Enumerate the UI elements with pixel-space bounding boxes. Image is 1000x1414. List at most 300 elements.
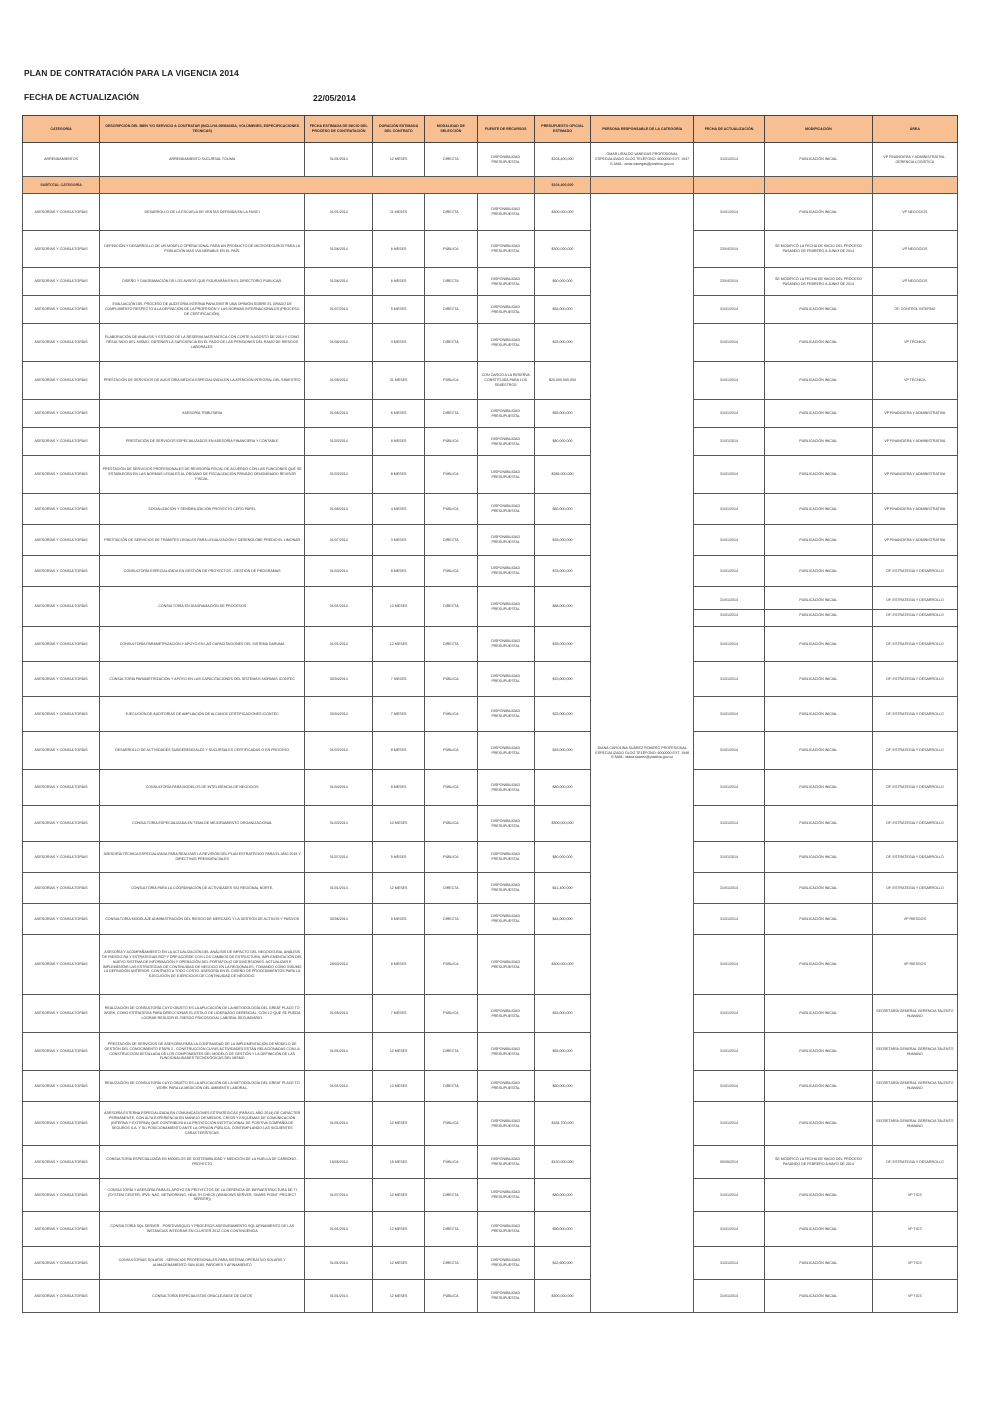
cell-presupuesto: $300,000,000: [534, 806, 591, 842]
header-area: ÁREA: [872, 116, 957, 143]
cell-modalidad: PÚBLICA: [424, 842, 477, 873]
cell-categoria: ASESORÍAS Y CONSULTORÍAS: [23, 525, 100, 556]
cell-modificacion: PUBLICACIÓN INICIAL: [765, 556, 873, 587]
table-header-row: [23, 116, 958, 143]
cell-area: OF. ESTRATEGIA Y DESARROLLO: [872, 662, 957, 697]
cell-fecha-actualizacion: 31/01/2014: [693, 904, 764, 935]
cell-modalidad: PÚBLICA: [424, 494, 477, 525]
table-row: [23, 1247, 958, 1280]
cell-duracion: 6 MESES: [373, 231, 425, 268]
cell-fuente: DISPONIBILIDAD PRESUPUESTAL: [477, 697, 534, 732]
cell-presupuesto: $54,000,000: [534, 296, 591, 324]
cell-presupuesto: $80,000,000: [534, 842, 591, 873]
cell-modalidad: DIRECTA: [424, 1033, 477, 1071]
cell-modalidad: DIRECTA: [424, 525, 477, 556]
cell-fuente: DISPONIBILIDAD PRESUPUESTAL: [477, 556, 534, 587]
cell-modificacion: PUBLICACIÓN INICIAL: [765, 143, 873, 177]
cell-fecha-actualizacion: 31/01/2014: [693, 1071, 764, 1102]
header-categoria: CATEGORÍA: [23, 116, 100, 143]
cell-fuente: DISPONIBILIDAD PRESUPUESTAL: [477, 268, 534, 296]
table-row: [23, 842, 958, 873]
cell-duracion: 5 MESES: [373, 904, 425, 935]
cell-fuente: DISPONIBILIDAD PRESUPUESTAL: [477, 494, 534, 525]
cell-descripcion: ARRENDAMIENTO SUCURSAL TOLIMA: [100, 143, 305, 177]
cell-modalidad: PÚBLICA: [424, 231, 477, 268]
cell-area: OF. ESTRATEGIA Y DESARROLLO: [872, 556, 957, 587]
cell-modificacion: PUBLICACIÓN INICIAL: [765, 732, 873, 770]
cell-fecha-actualizacion: 31/01/2014: [693, 324, 764, 362]
cell-fecha-inicio: 30/06/2014: [305, 904, 373, 935]
cell-duracion: 7 MESES: [373, 995, 425, 1033]
cell-modificacion: PUBLICACIÓN INICIAL: [765, 627, 873, 662]
cell-duracion: 31 MESES: [373, 362, 425, 400]
cell-modalidad: DIRECTA: [424, 873, 477, 904]
table-row: [23, 494, 958, 525]
header-responsable: PERSONA RESPONSABLE DE LA CATEGORÍA: [591, 116, 694, 143]
cell-duracion: 12 MESES: [373, 1071, 425, 1102]
cell-fuente: DISPONIBILIDAD PRESUPUESTAL: [477, 1179, 534, 1212]
table-row: [23, 1212, 958, 1247]
cell-descripcion: PRESTACIÓN DE SERVICIOS ESPECIALIZADOS EN ASESORÍA FINANCIERA Y CONTABLE: [100, 428, 305, 456]
cell-fecha-inicio: 28/03/2014: [305, 935, 373, 995]
table-row: [23, 873, 958, 904]
cell-fecha-actualizacion: 31/01/2014: [693, 1033, 764, 1071]
cell-modalidad: DIRECTA: [424, 400, 477, 428]
header-modalidad: MODALIDAD DE SELECCIÓN: [424, 116, 477, 143]
cell-fecha-actualizacion: 31/01/2014: [693, 428, 764, 456]
table-row: [23, 231, 958, 268]
cell-fuente: DISPONIBILIDAD PRESUPUESTAL: [477, 806, 534, 842]
cell-modificacion: PUBLICACIÓN INICIAL: [765, 873, 873, 904]
header-descripcion: DESCRIPCIÓN DEL BIEN Y/O SERVICIO A CONTRATAR (INCLUYA DEMANDA, VOLÚMENES, ESPECIFICACIONES TÉCNICAS): [100, 116, 305, 143]
header-modificacion: MODIFICACIÓN: [765, 116, 873, 143]
cell-descripcion: CONSULTORÍA SQL SERVER - POSITIVASQL01 Y PROCESOS ASEGURAMIENTO SQL AFINAMIENTO DE LAS INSTANCIAS INTEGRAR EN CLUSTER 2012 CON CONTINGENCIA: [100, 1212, 305, 1247]
cell-modalidad: DIRECTA: [424, 268, 477, 296]
cell-presupuesto: $25,000,000: [534, 324, 591, 362]
cell-categoria: ASESORÍAS Y CONSULTORÍAS: [23, 428, 100, 456]
cell-fecha-actualizacion: 31/01/2014: [693, 296, 764, 324]
table-row: [23, 732, 958, 770]
cell-area: OF. ESTRATEGIA Y DESARROLLO: [872, 697, 957, 732]
cell-presupuesto: $45,000,000: [534, 995, 591, 1033]
cell-modificacion: PUBLICACIÓN INICIAL: [765, 806, 873, 842]
cell-modalidad: DIRECTA: [424, 324, 477, 362]
cell-modalidad: PÚBLICA: [424, 362, 477, 400]
cell-descripcion: CONSULTORÍA Y ASESORÍA PARA EL APOYO EN PROYECTOS DE LA GERENCIA DE INFRAESTRUCTURA DE TI (SYSTEM CENTER, IPV6, NAC, NETWORKING, HEALTH CHECK (WINDOWS SERVER, SHARE POINT, PROJECT SERVER)): [100, 1179, 305, 1212]
cell-fuente: DISPONIBILIDAD PRESUPUESTAL: [477, 873, 534, 904]
cell-categoria: ASESORÍAS Y CONSULTORÍAS: [23, 324, 100, 362]
table-row: [23, 456, 958, 494]
cell-categoria: ASESORÍAS Y CONSULTORÍAS: [23, 806, 100, 842]
cell-modificacion: PUBLICACIÓN INICIAL: [765, 400, 873, 428]
cell-modalidad: DIRECTA: [424, 143, 477, 177]
cell-area: VP NEGOCIOS: [872, 194, 957, 231]
cell-descripcion: ASESORÍA TÉCNICA ESPECIALIZADA PARA REALIZAR LA REVISIÓN DEL PLAN ESTRATÉGICO PARA EL AÑO 2015 Y DIRECTIVAS PRESIDENCIALES: [100, 842, 305, 873]
cell-fecha-inicio: 01/06/2014: [305, 400, 373, 428]
cell-modificacion: PUBLICACIÓN INICIAL: [765, 935, 873, 995]
cell-presupuesto: $300,000,000: [534, 194, 591, 231]
cell-fecha-actualizacion: 31/01/2014: [693, 697, 764, 732]
cell-categoria: ASESORÍAS Y CONSULTORÍAS: [23, 935, 100, 995]
cell-area: OF. ESTRATEGIA Y DESARROLLO: [872, 627, 957, 662]
cell-duracion: 15 MESES: [373, 1146, 425, 1179]
cell-descripcion: ASESORÍA TRIBUTARIA: [100, 400, 305, 428]
cell-modificacion-line: PUBLICACIÓN INICIAL: [765, 609, 872, 621]
cell-categoria: ASESORÍAS Y CONSULTORÍAS: [23, 697, 100, 732]
cell-modalidad: PÚBLICA: [424, 935, 477, 995]
cell-modalidad: PÚBLICA: [424, 806, 477, 842]
cell-fecha-inicio: 01/08/2014: [305, 324, 373, 362]
cell-modificacion: PUBLICACIÓN INICIAL: [765, 1033, 873, 1071]
cell-area: VP FINANCIERA Y ADMINISTRATIVA: [872, 428, 957, 456]
cell-duracion: 8 MESES: [373, 456, 425, 494]
cell-fecha-actualizacion: 31/01/2014: [693, 842, 764, 873]
cell-duracion: 12 MESES: [373, 627, 425, 662]
cell-presupuesto: $55,000,000: [534, 1033, 591, 1071]
cell-modalidad: DIRECTA: [424, 194, 477, 231]
cell-fecha-actualizacion: 23/04/2014: [693, 268, 764, 296]
cell-duracion: 6 MESES: [373, 400, 425, 428]
cell-fuente: DISPONIBILIDAD PRESUPUESTAL: [477, 627, 534, 662]
cell-presupuesto: $80,000,000: [534, 770, 591, 806]
cell-fecha-actualizacion: 31/01/2014: [693, 362, 764, 400]
cell-modalidad: PÚBLICA: [424, 1280, 477, 1313]
cell-categoria: ASESORÍAS Y CONSULTORÍAS: [23, 587, 100, 627]
cell-presupuesto: $300,000,000: [534, 935, 591, 995]
subtotal-empty: [591, 177, 694, 194]
cell-area: VP FINANCIERA Y ADMINISTRATIVA: [872, 400, 957, 428]
cell-descripcion: EVALUACIÓN DEL PROCESO DE AUDITORÍA INTERNA PARA EMITIR UNA OPINIÓN SOBRE EL GRADO DE CUMPLIMIENTO RESPECTO A LA DEFINICIÓN DE LA PROFESIÓN Y LAS NORMAS INTERNACIONALES (PROCESO DE CERTIFICACIÓN).: [100, 296, 305, 324]
cell-modalidad: PÚBLICA: [424, 556, 477, 587]
cell-area: OF. ESTRATEGIA Y DESARROLLO: [872, 732, 957, 770]
cell-fecha-inicio: 01/05/2014: [305, 362, 373, 400]
cell-categoria: ASESORÍAS Y CONSULTORÍAS: [23, 231, 100, 268]
cell-modificacion: PUBLICACIÓN INICIAL: [765, 697, 873, 732]
cell-fecha-inicio: 01/06/2014: [305, 231, 373, 268]
cell-categoria: ASESORÍAS Y CONSULTORÍAS: [23, 1212, 100, 1247]
subtotal-empty: [872, 177, 957, 194]
cell-descripcion: CONSULTORÍA PARA LA COORDINACIÓN DE ACTIVIDADES SIG REGIONAL NORTE.: [100, 873, 305, 904]
cell-descripcion: DESARROLLO DE LA ESCUELA DE VENTAS DEFINIDA EN LA FASE I: [100, 194, 305, 231]
cell-area: VP TÉCNICA: [872, 324, 957, 362]
cell-modalidad: PÚBLICA: [424, 770, 477, 806]
table-row: [23, 1280, 958, 1313]
cell-modalidad: DIRECTA: [424, 1212, 477, 1247]
table-row: [23, 525, 958, 556]
cell-modificacion: PUBLICACIÓN INICIAL: [765, 296, 873, 324]
cell-duracion: 4 MESES: [373, 494, 425, 525]
cell-area: OF. ESTRATEGIA Y DESARROLLO: [872, 1146, 957, 1179]
table-row: [23, 324, 958, 362]
cell-fecha-inicio: 01/01/2014: [305, 1033, 373, 1071]
cell-modificacion: PUBLICACIÓN INICIAL: [765, 1247, 873, 1280]
cell-presupuesto: $60,000,000: [534, 268, 591, 296]
cell-fuente: DISPONIBILIDAD PRESUPUESTAL: [477, 231, 534, 268]
cell-fecha-actualizacion: 09/05/2014: [693, 1146, 764, 1179]
cell-area: VP TICS: [872, 1179, 957, 1212]
cell-fecha-actualizacion: 31/01/2014: [693, 995, 764, 1033]
cell-categoria: ASESORÍAS Y CONSULTORÍAS: [23, 494, 100, 525]
cell-descripcion: CONSULTORÍA PARA MODELOS DE INTELIGENCIA DE NEGOCIOS: [100, 770, 305, 806]
cell-presupuesto: $80,000,000: [534, 428, 591, 456]
cell-presupuesto: $300,000,000: [534, 1280, 591, 1313]
cell-categoria: ASESORÍAS Y CONSULTORÍAS: [23, 1146, 100, 1179]
cell-duracion: 8 MESES: [373, 556, 425, 587]
cell-fecha-inicio: 01/07/2014: [305, 525, 373, 556]
cell-modalidad: PÚBLICA: [424, 662, 477, 697]
cell-area-line: OF. ESTRATEGIA Y DESARROLLO: [873, 609, 957, 621]
cell-categoria: ASESORÍAS Y CONSULTORÍAS: [23, 995, 100, 1033]
cell-descripcion: CONSULTORÍA ESPECIALIZADA EN MODELOS DE SOSTENIBILIDAD Y MEDICIÓN DE LA HUELLA DE CARBONO - PROYECTO: [100, 1146, 305, 1179]
cell-area: VP FINANCIERA Y ADMINISTRATIVA: [872, 525, 957, 556]
cell-descripcion: PRESTACIÓN DE SERVICIOS DE AUDITORÍA MÉDICA ESPECIALIZADA EN LA ATENCIÓN INTEGRAL DEL SINIESTRO: [100, 362, 305, 400]
cell-descripcion: CONSULTORÍA PARAMETRIZACIÓN Y APOYO EN LAS CAPACITACIONES DEL SISTEMA DARUMA: [100, 627, 305, 662]
cell-modalidad: DIRECTA: [424, 296, 477, 324]
cell-categoria: ASESORÍAS Y CONSULTORÍAS: [23, 662, 100, 697]
cell-area: VP NEGOCIOS: [872, 231, 957, 268]
cell-fuente: DISPONIBILIDAD PRESUPUESTAL: [477, 428, 534, 456]
cell-fecha-actualizacion: 31/01/2014: [693, 770, 764, 806]
cell-area: VP TÉCNICA: [872, 362, 957, 400]
cell-fuente: DISPONIBILIDAD PRESUPUESTAL: [477, 525, 534, 556]
cell-modalidad: DIRECTA: [424, 1071, 477, 1102]
cell-fuente: DISPONIBILIDAD PRESUPUESTAL: [477, 1280, 534, 1313]
cell-presupuesto: $300,000,000: [534, 231, 591, 268]
subtotal-value: $104,400,000: [534, 177, 591, 194]
cell-duracion: 3 MESES: [373, 525, 425, 556]
cell-fecha-actualizacion: 31/01/2014: [693, 1212, 764, 1247]
cell-presupuesto: $184,700,000: [534, 1102, 591, 1146]
cell-categoria: ASESORÍAS Y CONSULTORÍAS: [23, 194, 100, 231]
table-row: [23, 627, 958, 662]
cell-descripcion: ASESORÍA Y ACOMPAÑAMIENTO EN LA ACTUALIZACIÓN DEL ANÁLISIS DE IMPACTO DEL NEGOCIO-BIA, ANÁLISIS DE RIESGO-RA Y ESTRATEGIAS BCP Y DRP ACORDE CON LOS CAMBIOS DE ESTRUCTURA, IMPLEMENTACIÓN DEL NUEVO SISTEMA DE INFORMACIÓN Y OPERACIÓN DEL PORTAFOLIO DE INVERSIONES. ACTUALIZAR E IMPLEMENTAR LAS ESTRATEGIAS DE CONTINUIDAD DE NEGOCIO EN LA REGIONALES, TOMANDO COMO INSUMO LA DEFINICIÓN ANTERIOR. CONTRATO A TODO COSTO. ASESORÍA EN EL DISEÑO DE PROCEDIMIENTOS PARA LA EJECUCIÓN DE EJERCICIOS DE CONTINUIDAD DE NEGOCIO.: [100, 935, 305, 995]
cell-presupuesto: $104,400,000: [534, 143, 591, 177]
cell-modalidad: PÚBLICA: [424, 732, 477, 770]
header-fuente: FUENTE DE RECURSOS: [477, 116, 534, 143]
cell-modificacion: PUBLICACIÓN INICIAL: [765, 194, 873, 231]
table-row: [23, 1102, 958, 1146]
cell-categoria: ASESORÍAS Y CONSULTORÍAS: [23, 1247, 100, 1280]
cell-area: VP FINANCIERA Y ADMINISTRATIVA - GERENCIA LOGÍSTICA: [872, 143, 957, 177]
table-row: [23, 143, 958, 177]
cell-modalidad: DIRECTA: [424, 904, 477, 935]
cell-descripcion: ASESORÍA EXTERNA ESPECIALIZADA EN COMUNICACIONES ESTRATÉGICAS (PARA EL AÑO 2014) DE CARÁCTER PERMANENTE, CON ALTA EXPERIENCIA EN MANEJO DE MEDIOS, CRISIS Y ESQUEMAS DE COMUNICACIÓN (INTERNA Y EXTERNA) QUE CONTRIBUYA A LA PROYECCIÓN INSTITUCIONAL DE POSITIVA COMPAÑÍA DE SEGUROS S.A. Y SU POSICIONAMIENTO ANTE LA OPINIÓN PÚBLICA, CONTEMPLANDO LAS SIGUIENTES CARACTERÍSTICAS:: [100, 1102, 305, 1146]
header-fecha-actualizacion: FECHA DE ACTUALIZACIÓN: [693, 116, 764, 143]
cell-descripcion: PRESTACIÓN DE SERVICIOS DE TRÁMITES LEGALES PARA LEGALIZACIÓN Y DESENGLOBE PREDIO EL LIMONAR: [100, 525, 305, 556]
cell-duracion: 8 MESES: [373, 935, 425, 995]
table-row: [23, 1033, 958, 1071]
cell-duracion: 6 MESES: [373, 268, 425, 296]
cell-modalidad: DIRECTA: [424, 587, 477, 627]
table-row: [23, 556, 958, 587]
cell-fecha-inicio: 01/01/2014: [305, 587, 373, 627]
cell-presupuesto: $20,000,000,000: [534, 362, 591, 400]
cell-area: SECRETARÍA GENERAL GERENCIA TALENTO HUMANO: [872, 1071, 957, 1102]
cell-fecha-inicio: 01/06/2014: [305, 268, 373, 296]
cell-fecha-inicio: 01/01/2014: [305, 873, 373, 904]
table-row: [23, 697, 958, 732]
cell-fuente: DISPONIBILIDAD PRESUPUESTAL: [477, 1247, 534, 1280]
cell-area: VP NEGOCIOS: [872, 268, 957, 296]
cell-descripcion: CONSULTORÍA MODELAJE ADMINISTRACIÓN DEL RIESGO DE MERCADO Y LA GESTIÓN DE ACTIVOS Y PASIVOS: [100, 904, 305, 935]
cell-fecha-actualizacion: 31/01/2014: [693, 873, 764, 904]
cell-fecha-actualizacion: 31/01/2014: [693, 627, 764, 662]
update-date-label: FECHA DE ACTUALIZACIÓN: [24, 92, 140, 102]
table-row: [23, 1146, 958, 1179]
cell-presupuesto: $78,000,000: [534, 556, 591, 587]
cell-descripcion: DEFINICIÓN Y DESARROLLO DE UN MODELO OPERACIONAL PARA UN PRODUCTO DE MICROSEGUROS PARA LA POBLACIÓN MÁS VULNERABLE EN EL PAÍS.: [100, 231, 305, 268]
cell-fuente: DISPONIBILIDAD PRESUPUESTAL: [477, 1071, 534, 1102]
cell-fecha-inicio: 01/04/2014: [305, 770, 373, 806]
cell-fecha-actualizacion: 31/01/2014: [693, 456, 764, 494]
cell-descripcion: ELABORACIÓN DE ANÁLISIS Y ESTUDIO DE LA RESERVA MATEMÁTICA CON CORTE A AGOSTO DE 2014 Y COMO RESULTADO DEL MISMO, OBTENER LA SUFICIENCIA EN EL PAGO DE LAS PENSIONES DEL RAMO DE RIESGOS LABORALES.: [100, 324, 305, 362]
cell-modificacion: PUBLICACIÓN INICIAL: [765, 1212, 873, 1247]
cell-modificacion: SE MODIFICÓ LA FECHA DE INICIO DEL PROCESO PASANDO DE FEBRERO A MAYO DE 2014: [765, 1146, 873, 1179]
cell-categoria: ASESORÍAS Y CONSULTORÍAS: [23, 770, 100, 806]
cell-categoria: ASESORÍAS Y CONSULTORÍAS: [23, 904, 100, 935]
subtotal-label: SUBTOTAL CATEGORÍA: [23, 177, 100, 194]
cell-fecha-actualizacion: 31/01/2014: [693, 1280, 764, 1313]
cell-presupuesto: $42,600,000: [534, 1247, 591, 1280]
cell-duracion: 5 MESES: [373, 296, 425, 324]
cell-fuente: CON CARGO A LA RESERVA CONSTITUIDA PARA LOS SINIESTROS: [477, 362, 534, 400]
cell-fecha-inicio: 01/03/2014: [305, 806, 373, 842]
cell-responsable: OMAR URALDO VANEGAS PROFESIONAL ESPECIALIZADO GLOG TELÉFONO: 6000000 EXT. 1947 E-MAIL: omar.vanegas@positiva.gov.co: [591, 143, 694, 177]
cell-duracion: 7 MESES: [373, 662, 425, 697]
cell-descripcion: PRESTACIÓN DE SERVICIOS PROFESIONALES DE REVISORÍA FISCAL DE ACUERDO CON LAS FUNCIONES QUE SE ESTABLECEN EN LAS NORMAS LEGALES AL ÓRGANO DE FISCALIZACIÓN PRIVADO DENOMINADO REVISOR FISCAL.: [100, 456, 305, 494]
cell-fecha-actualizacion: 31/01/2014: [693, 1102, 764, 1146]
cell-categoria: ASESORÍAS Y CONSULTORÍAS: [23, 296, 100, 324]
cell-fuente: DISPONIBILIDAD PRESUPUESTAL: [477, 587, 534, 627]
cell-fecha-inicio: 01/07/2014: [305, 842, 373, 873]
cell-categoria: ASESORÍAS Y CONSULTORÍAS: [23, 873, 100, 904]
cell-presupuesto: $88,000,000: [534, 587, 591, 627]
cell-fuente: DISPONIBILIDAD PRESUPUESTAL: [477, 732, 534, 770]
subtotal-row: [23, 177, 958, 194]
cell-fecha-inicio: 30/04/2014: [305, 697, 373, 732]
cell-fecha-inicio: 01/01/2014: [305, 1102, 373, 1146]
cell-categoria: ASESORÍAS Y CONSULTORÍAS: [23, 400, 100, 428]
cell-fecha-inicio: 01/03/2014: [305, 732, 373, 770]
cell-fecha-inicio: 01/01/2014: [305, 1280, 373, 1313]
table-row: [23, 995, 958, 1033]
cell-modificacion: PUBLICACIÓN INICIAL: [765, 1071, 873, 1102]
document-title: PLAN DE CONTRATACIÓN PARA LA VIGENCIA 2014: [24, 68, 239, 78]
cell-fuente: DISPONIBILIDAD PRESUPUESTAL: [477, 296, 534, 324]
cell-fecha-inicio: 01/08/2014: [305, 494, 373, 525]
cell-duracion: 7 MESES: [373, 697, 425, 732]
cell-fecha-actualizacion-line: 31/01/2014: [720, 598, 739, 603]
cell-modalidad: DIRECTA: [424, 1247, 477, 1280]
cell-fecha-inicio: 01/01/2014: [305, 143, 373, 177]
cell-fecha-inicio: 01/07/2014: [305, 1179, 373, 1212]
cell-presupuesto: $50,000,000: [534, 1071, 591, 1102]
cell-duracion: 12 MESES: [373, 1280, 425, 1313]
cell-fecha-actualizacion: 31/01/2014: [693, 806, 764, 842]
cell-presupuesto: $15,000,000: [534, 662, 591, 697]
cell-modificacion: [765, 587, 873, 627]
cell-presupuesto: $25,000,000: [534, 697, 591, 732]
header-fecha-inicio: FECHA ESTIMADA DE INICIO DEL PROCESO DE CONTRATACIÓN: [305, 116, 373, 143]
cell-fecha-inicio: 01/07/2014: [305, 296, 373, 324]
cell-categoria: ASESORÍAS Y CONSULTORÍAS: [23, 1033, 100, 1071]
cell-area: VP FINANCIERA Y ADMINISTRATIVA: [872, 494, 957, 525]
cell-presupuesto: $130,000,000: [534, 1146, 591, 1179]
cell-descripcion: CONSULTORÍA ESPECIALIZADA EN GESTIÓN DE PROYECTOS - GESTIÓN DE PROGRAMAS: [100, 556, 305, 587]
table-row: [23, 662, 958, 697]
cell-descripcion: REALIZACIÓN DE CONSULTORÍA CUYO OBJETO ES LA APLICACIÓN DE LA METODOLOGÍA DEL GREAT PLACE TO WORK PARA LA MEDICIÓN DEL AMBIENTE LABORAL.: [100, 1071, 305, 1102]
cell-categoria: ASESORÍAS Y CONSULTORÍAS: [23, 1179, 100, 1212]
cell-area: VP TICS: [872, 1212, 957, 1247]
cell-fecha-inicio: 01/03/2014: [305, 456, 373, 494]
cell-duracion: 12 MESES: [373, 587, 425, 627]
cell-duracion: 10 MESES: [373, 806, 425, 842]
cell-modificacion: PUBLICACIÓN INICIAL: [765, 428, 873, 456]
cell-presupuesto: $25,000,000: [534, 525, 591, 556]
cell-fecha-actualizacion: 31/01/2014: [693, 935, 764, 995]
cell-duracion: 12 MESES: [373, 1102, 425, 1146]
cell-fecha-actualizacion: 31/01/2014: [693, 143, 764, 177]
cell-area: SECRETARÍA GENERAL GERENCIA TALENTO HUMANO: [872, 995, 957, 1033]
cell-area: VP TICS: [872, 1280, 957, 1313]
cell-descripcion: REALIZACIÓN DE CONSULTORÍA CUYO OBJETO ES LA APLICACIÓN DE LA METODOLOGÍA DEL GREAT PLACE TO WORK, COMO ESTRATEGIA PARA DIRECCIONAR EL ESTILO DE LIDERAZGO GERENCIAL, CON LO QUE SE PUEDA LOGRAR REDUCIR EL RIESGO PSICOSOCIAL LABORAL SECUNDARIO.: [100, 995, 305, 1033]
cell-fuente: DISPONIBILIDAD PRESUPUESTAL: [477, 456, 534, 494]
cell-area: OF. ESTRATEGIA Y DESARROLLO: [872, 770, 957, 806]
cell-fecha-actualizacion: 31/01/2014: [693, 732, 764, 770]
cell-modificacion: PUBLICACIÓN INICIAL: [765, 494, 873, 525]
cell-categoria: ASESORÍAS Y CONSULTORÍAS: [23, 732, 100, 770]
cell-duracion: 8 MESES: [373, 428, 425, 456]
cell-area: OF. ESTRATEGIA Y DESARROLLO: [872, 873, 957, 904]
cell-modificacion: PUBLICACIÓN INICIAL: [765, 362, 873, 400]
cell-area: VP RIESGOS: [872, 904, 957, 935]
cell-fecha-actualizacion: 31/01/2014: [693, 1247, 764, 1280]
cell-fuente: DISPONIBILIDAD PRESUPUESTAL: [477, 143, 534, 177]
cell-presupuesto: $45,000,000: [534, 732, 591, 770]
cell-duracion: 12 MESES: [373, 1033, 425, 1071]
cell-duracion: 12 MESES: [373, 1212, 425, 1247]
table-row: [23, 194, 958, 231]
cell-fuente: DISPONIBILIDAD PRESUPUESTAL: [477, 1212, 534, 1247]
cell-fecha-inicio: 30/04/2014: [305, 662, 373, 697]
cell-modificacion: PUBLICACIÓN INICIAL: [765, 995, 873, 1033]
cell-modalidad: DIRECTA: [424, 1179, 477, 1212]
cell-modificacion: PUBLICACIÓN INICIAL: [765, 842, 873, 873]
cell-presupuesto: $35,000,000: [534, 627, 591, 662]
cell-modificacion: PUBLICACIÓN INICIAL: [765, 904, 873, 935]
cell-descripcion: CONSULTORÍA EN DIAGRAMACIÓN DE PROCESOS: [100, 587, 305, 627]
cell-area: SECRETARÍA GENERAL GERENCIA TALENTO HUMANO: [872, 1102, 957, 1146]
table-row: [23, 806, 958, 842]
cell-fecha-inicio: 16/05/2014: [305, 1146, 373, 1179]
cell-duracion: 12 MESES: [373, 1179, 425, 1212]
cell-area: OF. CONTROL INTERNO: [872, 296, 957, 324]
cell-fecha-inicio: 01/01/2014: [305, 1247, 373, 1280]
cell-modificacion: PUBLICACIÓN INICIAL: [765, 662, 873, 697]
cell-fecha-actualizacion: 31/01/2014: [693, 1179, 764, 1212]
cell-modalidad: PÚBLICA: [424, 1146, 477, 1179]
cell-duracion: 12 MESES: [373, 1247, 425, 1280]
cell-descripcion: CONSULTORÍA ESPECIALIZADA EN TEMA DE MEJORAMIENTO ORGANIZACIONAL: [100, 806, 305, 842]
table-row: [23, 268, 958, 296]
cell-descripcion: PRESTACIÓN DE SERVICIOS DE ASESORÍA PARA LA CONTINUIDAD DE LA IMPLEMENTACIÓN DE MODELO DE GESTIÓN DEL CONOCIMIENTO ETAPA 3 - CONSTRUCCIÓN CUYAS ACTIVIDADES ESTÁN RELACIONADAS CON LA CONSTRUCCIÓN DETALLADA DE LOS COMPONENTES DEL MODELO DE GESTIÓN Y LA DEFINICIÓN DE LAS FUNCIONALIDADES TECNOLÓGICAS DEL MISMO: [100, 1033, 305, 1071]
table-row: [23, 362, 958, 400]
subtotal-empty: [693, 177, 764, 194]
subtotal-empty: [765, 177, 873, 194]
cell-descripcion: SOCIALIZACIÓN Y SENSIBILIZACIÓN PROYECTO CERO PAPEL: [100, 494, 305, 525]
cell-descripcion: EJECUCIÓN DE AUDITORÍAS DE AMPLIACIÓN DE ALCANCE CERTIFICACIONES ICONTEC: [100, 697, 305, 732]
cell-categoria: ASESORÍAS Y CONSULTORÍAS: [23, 1280, 100, 1313]
